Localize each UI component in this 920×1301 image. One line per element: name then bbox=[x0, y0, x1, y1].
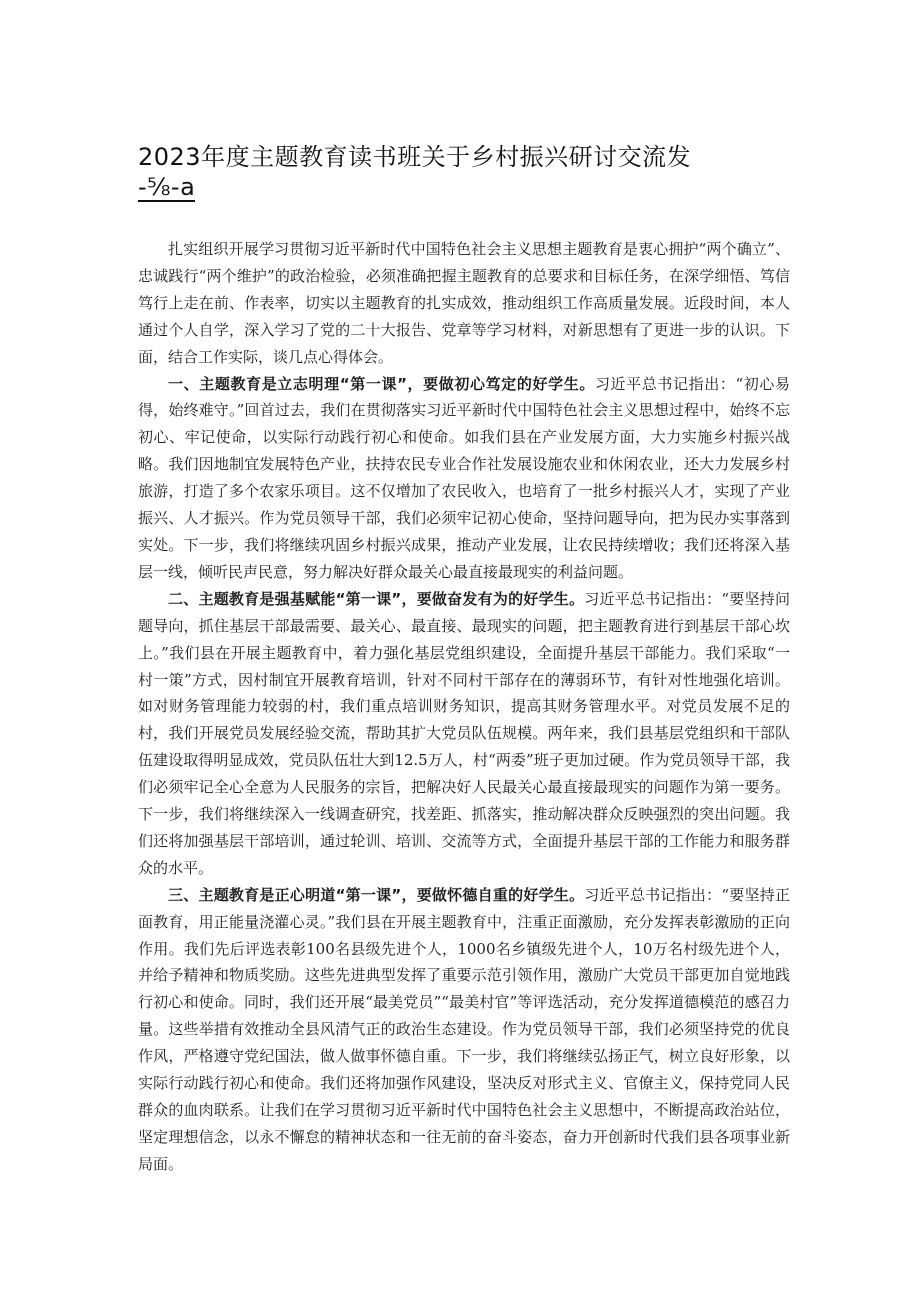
section-heading-3: 三、主题教育是正心明道“第一课”，要做怀德自重的好学生。 bbox=[168, 885, 585, 904]
paragraph-text: 习近平总书记指出：“要坚持正面教育，用正能量浇灌心灵。”我们县在开展主题教育中，注重正面激励，充分发挥表彰激励的正向作用。我们先后评选表彰100名县级先进个人，1000名乡镇级先进个人，10万名村级先进个人，并给予精神和物质奖励。这些先进典型发挥了重要示范引领作用，激励广大党员干部更加自觉地践行初心和使命。同时，我们还开展“最美党员”“最美村官”等评选活动，充分发挥道德模范的感召力量。这些举措有效推动全县风清气正的政治生态建设。作为党员领导干部，我们必须坚持党的优良作风，严格遵守党纪国法，做人做事怀德自重。下一步，我们将继续弘扬正气，树立良好形象，以实际行动践行初心和使命。我们还将加强作风建设，坚决反对形式主义、官僚主义，保持党同人民群众的血肉联系。让我们在学习贯彻习近平新时代中国特色社会主义思想中，不断提高政治站位，坚定理想信念，以永不懈怠的精神状态和一往无前的奋斗姿态，奋力开创新时代我们县各项事业新局面。 bbox=[138, 885, 790, 1173]
paragraph-text: 习近平总书记指出：“初心易得，始终难守。”回首过去，我们在贯彻落实习近平新时代中国特色社会主义思想过程中，始终不忘初心、牢记使命，以实际行动践行初心和使命。如我们县在产业发展方面，大力实施乡村振兴战略。我们因地制宜发展特色产业，扶持农民专业合作社发展设施农业和休闲农业，还大力发展乡村旅游，打造了多个农家乐项目。这不仅增加了农民收入，也培育了一批乡村振兴人才，实现了产业振兴、人才振兴。作为党员领导干部，我们必须牢记初心使命，坚持问题导向，把为民办实事落到实处。下一步，我们将继续巩固乡村振兴成果，推动产业发展，让农民持续增收；我们还将深入基层一线，倾听民声民意，努力解决好群众最关心最直接最现实的利益问题。 bbox=[138, 374, 790, 581]
title-line-1: 2023年度主题教育读书班关于乡村振兴研讨交流发 bbox=[138, 143, 692, 171]
document-body bbox=[138, 236, 790, 1178]
document-title bbox=[138, 142, 798, 202]
paragraph-text: 习近平总书记指出：“要坚持问题导向，抓住基层干部最需要、最关心、最直接、最现实的问题，把主题教育进行到基层干部心坎上。”我们县在开展主题教育中，着力强化基层党组织建设，全面提升基层干部能力。我们采取“一村一策”方式，因村制宜开展教育培训，针对不同村干部存在的薄弱环节，有针对性地强化培训。如对财务管理能力较弱的村，我们重点培训财务知识，提高其财务管理水平。对党员发展不足的村，我们开展党员发展经验交流，帮助其扩大党员队伍规模。两年来，我们县基层党组织和干部队伍建设取得明显成效，党员队伍壮大到12.5万人，村“两委”班子更加过硬。作为党员领导干部，我们必须牢记全心全意为人民服务的宗旨，把解决好人民最关心最直接最现实的问题作为第一要务。下一步，我们将继续深入一线调查研究，找差距、抓落实，推动解决群众反映强烈的突出问题。我们还将加强基层干部培训，通过轮训、培训、交流等方式，全面提升基层干部的工作能力和服务群众的水平。 bbox=[138, 589, 790, 877]
section-heading-1: 一、主题教育是立志明理“第一课”，要做初心笃定的好学生。 bbox=[168, 374, 595, 393]
section-heading-2: 二、主题教育是强基赋能“第一课”，要做奋发有为的好学生。 bbox=[168, 589, 585, 608]
title-line-2: -⅝-a bbox=[138, 173, 196, 201]
paragraph-section-1 bbox=[138, 371, 790, 586]
paragraph-section-2 bbox=[138, 586, 790, 882]
paragraph-intro bbox=[138, 236, 790, 371]
paragraph-section-3 bbox=[138, 882, 790, 1178]
paragraph-text: 扎实组织开展学习贯彻习近平新时代中国特色社会主义思想主题教育是衷心拥护“两个确立”、忠诚践行“两个维护”的政治检验，必须准确把握主题教育的总要求和目标任务，在深学细悟、笃信笃行上走在前、作表率，切实以主题教育的扎实成效，推动组织工作高质量发展。近段时间，本人通过个人自学，深入学习了党的二十大报告、党章等学习材料，对新思想有了更进一步的认识。下面，结合工作实际，谈几点心得体会。 bbox=[138, 240, 790, 366]
